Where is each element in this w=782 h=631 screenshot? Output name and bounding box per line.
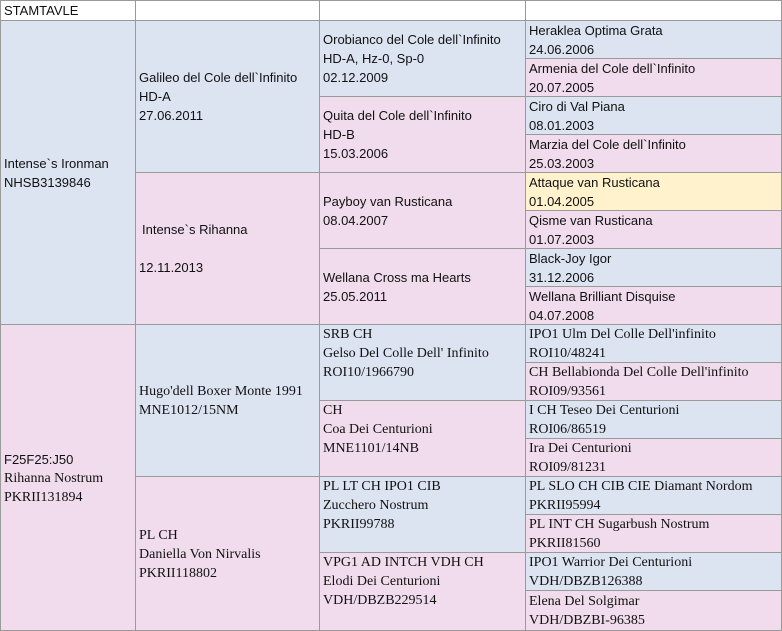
ancestor-date: 08.04.2007	[323, 212, 389, 228]
ancestor-g3-cell[interactable]	[319, 400, 525, 476]
ancestor-date: 20.07.2005	[529, 79, 595, 95]
dam-prefix: F25F25:J50	[4, 451, 74, 467]
ancestor-reg: VDH/DBZBI-96385	[529, 613, 645, 628]
ancestor-reg: ROI09/81231	[529, 459, 606, 475]
ancestor-reg: PKRII81560	[529, 535, 601, 551]
ancestor-reg: PKRII95994	[529, 497, 601, 513]
ancestor-name: Qisme van Rusticana	[529, 212, 653, 228]
granddam-name: Intense`s Rihanna	[142, 222, 248, 237]
ancestor-g4-cell[interactable]	[525, 96, 782, 134]
ancestor-g3-cell[interactable]	[319, 96, 525, 172]
sheet-title: STAMTAVLE	[4, 3, 79, 18]
dam-reg: PKRII131894	[4, 489, 83, 505]
ancestor-info: HD-B	[323, 127, 355, 142]
dam-name: Rihanna Nostrum	[4, 470, 104, 486]
ancestor-name: Wellana Cross ma Hearts	[323, 269, 471, 285]
empty-header-cell[interactable]	[135, 0, 319, 20]
ancestor-g4-cell[interactable]	[525, 286, 782, 324]
paternal-granddam-cell[interactable]	[135, 172, 319, 324]
ancestor-reg: ROI09/93561	[529, 383, 606, 399]
ancestor-reg: VDH/DBZB126388	[529, 573, 643, 589]
ancestor-date: 01.07.2003	[529, 231, 595, 247]
ancestor-g4-cell[interactable]	[525, 476, 782, 514]
granddam-date: 12.11.2013	[139, 260, 204, 275]
ancestor-date: 25.05.2011	[323, 288, 388, 304]
ancestor-info: HD-A, Hz-0, Sp-0	[323, 51, 425, 66]
ancestor-g4-cell[interactable]	[525, 552, 782, 590]
ancestor-reg: ROI06/86519	[529, 421, 606, 437]
ancestor-g4-cell[interactable]	[525, 58, 782, 96]
ancestor-name: I CH Teseo Dei Centurioni	[529, 402, 680, 418]
grandsire-date: 27.06.2011	[139, 108, 204, 123]
ancestor-name: Attaque van Rusticana	[529, 174, 660, 190]
grandsire-info: HD-A	[139, 89, 171, 104]
ancestor-name: IPO1 Ulm Del Colle Dell'infinito	[529, 326, 716, 342]
granddam-title: PL CH	[139, 527, 178, 543]
ancestor-g3-cell[interactable]	[319, 172, 525, 248]
ancestor-g3-cell[interactable]	[319, 476, 525, 552]
ancestor-g4-cell[interactable]	[525, 438, 782, 476]
ancestor-g4-cell[interactable]	[525, 324, 782, 362]
sire-reg: NHSB3139846	[4, 174, 91, 190]
ancestor-g4-cell[interactable]	[525, 514, 782, 552]
dam-cell[interactable]	[0, 324, 135, 631]
ancestor-name: Elodi Dei Centurioni	[323, 574, 441, 589]
ancestor-date: 02.12.2009	[323, 70, 389, 85]
ancestor-reg: ROI10/1966790	[323, 365, 414, 380]
ancestor-name: Payboy van Rusticana	[323, 193, 453, 209]
ancestor-date: 01.04.2005	[529, 193, 595, 209]
ancestor-name: PL INT CH Sugarbush Nostrum	[529, 516, 710, 532]
ancestor-date: 08.01.2003	[529, 117, 595, 133]
ancestor-g3-cell[interactable]	[319, 248, 525, 324]
ancestor-name: Armenia del Cole dell`Infinito	[529, 60, 696, 76]
ancestor-title: SRB CH	[323, 327, 373, 342]
grandsire-reg: MNE1012/15NM	[139, 402, 239, 418]
maternal-granddam-cell[interactable]	[135, 476, 319, 631]
maternal-grandsire-cell[interactable]	[135, 324, 319, 476]
ancestor-name: Ira Dei Centurioni	[529, 440, 632, 456]
empty-header-cell[interactable]	[319, 0, 525, 20]
ancestor-name: PL SLO CH CIB CIE Diamant Nordom	[529, 478, 753, 494]
ancestor-g4-cell-selected[interactable]	[525, 172, 782, 210]
ancestor-name: Heraklea Optima Grata	[529, 22, 663, 38]
ancestor-reg: VDH/DBZB229514	[323, 593, 437, 608]
ancestor-reg: MNE1101/14NB	[323, 441, 419, 456]
ancestor-title: CH	[323, 403, 343, 418]
ancestor-name: Quita del Cole dell`Infinito	[323, 108, 472, 123]
empty-header-cell[interactable]	[525, 0, 782, 20]
ancestor-date: 31.12.2006	[529, 269, 595, 285]
ancestor-title: VPG1 AD INTCH VDH CH	[323, 555, 484, 570]
ancestor-reg: PKRII99788	[323, 517, 395, 532]
granddam-name: Daniella Von Nirvalis	[139, 546, 261, 562]
ancestor-name: Orobianco del Cole dell`Infinito	[323, 32, 501, 47]
paternal-grandsire-cell[interactable]	[135, 20, 319, 172]
ancestor-date: 15.03.2006	[323, 146, 389, 161]
ancestor-g4-cell[interactable]	[525, 210, 782, 248]
grandsire-name: Galileo del Cole dell`Infinito	[139, 70, 298, 85]
ancestor-name: Wellana Brilliant Disquise	[529, 288, 676, 304]
ancestor-name: Black-Joy Igor	[529, 250, 612, 266]
sire-name: Intense`s Ironman	[4, 155, 109, 171]
ancestor-date: 24.06.2006	[529, 41, 595, 57]
ancestor-reg: ROI10/48241	[529, 345, 606, 361]
ancestor-name: Elena Del Solgimar	[529, 594, 640, 609]
ancestor-name: Coa Dei Centurioni	[323, 422, 433, 437]
ancestor-name: Gelso Del Colle Dell' Infinito	[323, 346, 489, 361]
title-cell[interactable]	[0, 0, 135, 20]
ancestor-name: Zucchero Nostrum	[323, 498, 429, 513]
sire-cell[interactable]	[0, 20, 135, 324]
ancestor-name: Marzia del Cole dell`Infinito	[529, 136, 686, 152]
ancestor-g3-cell[interactable]	[319, 20, 525, 96]
ancestor-g3-cell[interactable]	[319, 324, 525, 400]
ancestor-g3-cell[interactable]	[319, 552, 525, 631]
ancestor-date: 25.03.2003	[529, 155, 595, 171]
ancestor-title: PL LT CH IPO1 CIB	[323, 479, 441, 494]
ancestor-g4-cell[interactable]	[525, 362, 782, 400]
ancestor-name: CH Bellabionda Del Colle Dell'infinito	[529, 364, 749, 380]
ancestor-g4-cell[interactable]	[525, 134, 782, 172]
ancestor-g4-cell[interactable]	[525, 400, 782, 438]
granddam-reg: PKRII118802	[139, 565, 218, 581]
ancestor-g4-cell[interactable]	[525, 590, 782, 631]
ancestor-name: IPO1 Warrior Dei Centurioni	[529, 554, 693, 570]
ancestor-g4-cell[interactable]	[525, 248, 782, 286]
ancestor-date: 04.07.2008	[529, 307, 595, 323]
ancestor-g4-cell[interactable]	[525, 20, 782, 58]
ancestor-name: Ciro di Val Piana	[529, 98, 625, 114]
grandsire-name: Hugo'dell Boxer Monte 1991	[139, 383, 303, 399]
